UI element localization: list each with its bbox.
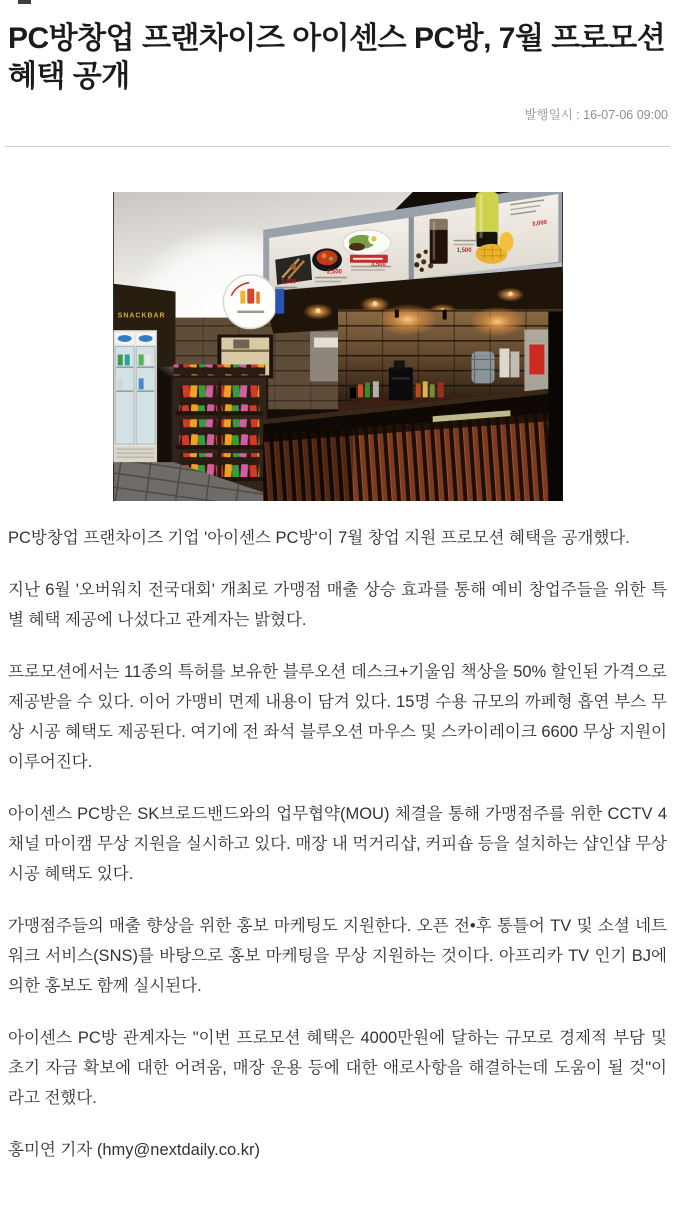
round-logo-sign <box>223 275 277 329</box>
article-body <box>0 523 675 1113</box>
snack-bar-sign: SNACKBAR <box>117 312 166 320</box>
hanging-blue-tag <box>275 289 284 314</box>
menu-price: 3,500 <box>370 261 386 268</box>
menu-price: 3,000 <box>280 279 296 286</box>
paragraph: 가맹점주들의 매출 향상을 위한 홍보 마케팅도 지원한다. 오픈 전•후 통틀어 TV 및 소셜 네트워크 서비스(SNS)를 바탕으로 홍보 마케팅을 무상 지원하는 것이다. 아프리카 TV 인기 BJ에 의한 홍보도 함께 실시된다. <box>8 917 667 995</box>
water-jug <box>471 351 494 383</box>
paragraph: PC방창업 프랜차이즈 기업 '아이센스 PC방'이 7월 창업 지원 프로모션 혜택을 공개했다. <box>8 529 630 547</box>
menu-price: 2,500 <box>326 269 342 276</box>
publish-date: 발행일시 : 16-07-06 09:00 <box>524 108 668 122</box>
paragraph: 프로모션에서는 11종의 특허를 보유한 블루오션 데스크+기울임 책상을 50% 할인된 가격으로 제공받을 수 있다. 이어 가맹비 면제 내용이 담겨 있다. 15명 수용 규모의 까페형 흡연 부스 무상 시공 혜택도 제공된다. 여기에 전 좌석 블루오션 마우스 및 스카이레이크 6600 무상 지원이 이루어진다. <box>8 663 667 771</box>
right-column <box>548 312 562 501</box>
menu-price: 3,000 <box>531 219 547 228</box>
header-divider <box>5 146 670 147</box>
beverage-fridge <box>113 331 156 463</box>
pc-cafe-interior-illustration <box>113 192 563 501</box>
article-title: PC방창업 프랜차이즈 아이센스 PC방, 7월 프로모션 혜택 공개 <box>8 22 666 93</box>
wall-cabinet <box>524 330 551 392</box>
menu-price: 1,500 <box>456 247 472 254</box>
paragraph: 아이센스 PC방 관계자는 "이번 프로모션 혜택은 4000만원에 달하는 규모로 경제적 부담 및 초기 자금 확보에 대한 어려움, 매장 운용 등에 대한 애로사항을 해결하는데 도움이 될 것"이라고 전했다. <box>8 1029 667 1107</box>
paragraph: 아이센스 PC방은 SK브로드밴드와의 업무협약(MOU) 체결을 통해 가맹점주를 위한 CCTV 4채널 마이캠 무상 지원을 실시하고 있다. 매장 내 먹거리샵, 커피숍 등을 설치하는 샵인샵 무상 시공 혜택도 있다. <box>8 805 667 883</box>
reporter-byline: 홍미연 기자 (hmy@nextdaily.co.kr) <box>8 1141 261 1159</box>
article-photo <box>113 192 563 501</box>
paragraph: 지난 6월 '오버워치 전국대회' 개최로 가맹점 매출 상승 효과를 통해 예비 창업주들을 위한 특별 혜택 제공에 나섰다고 관계자는 밝혔다. <box>8 581 667 629</box>
top-edge-fragment <box>18 0 31 4</box>
